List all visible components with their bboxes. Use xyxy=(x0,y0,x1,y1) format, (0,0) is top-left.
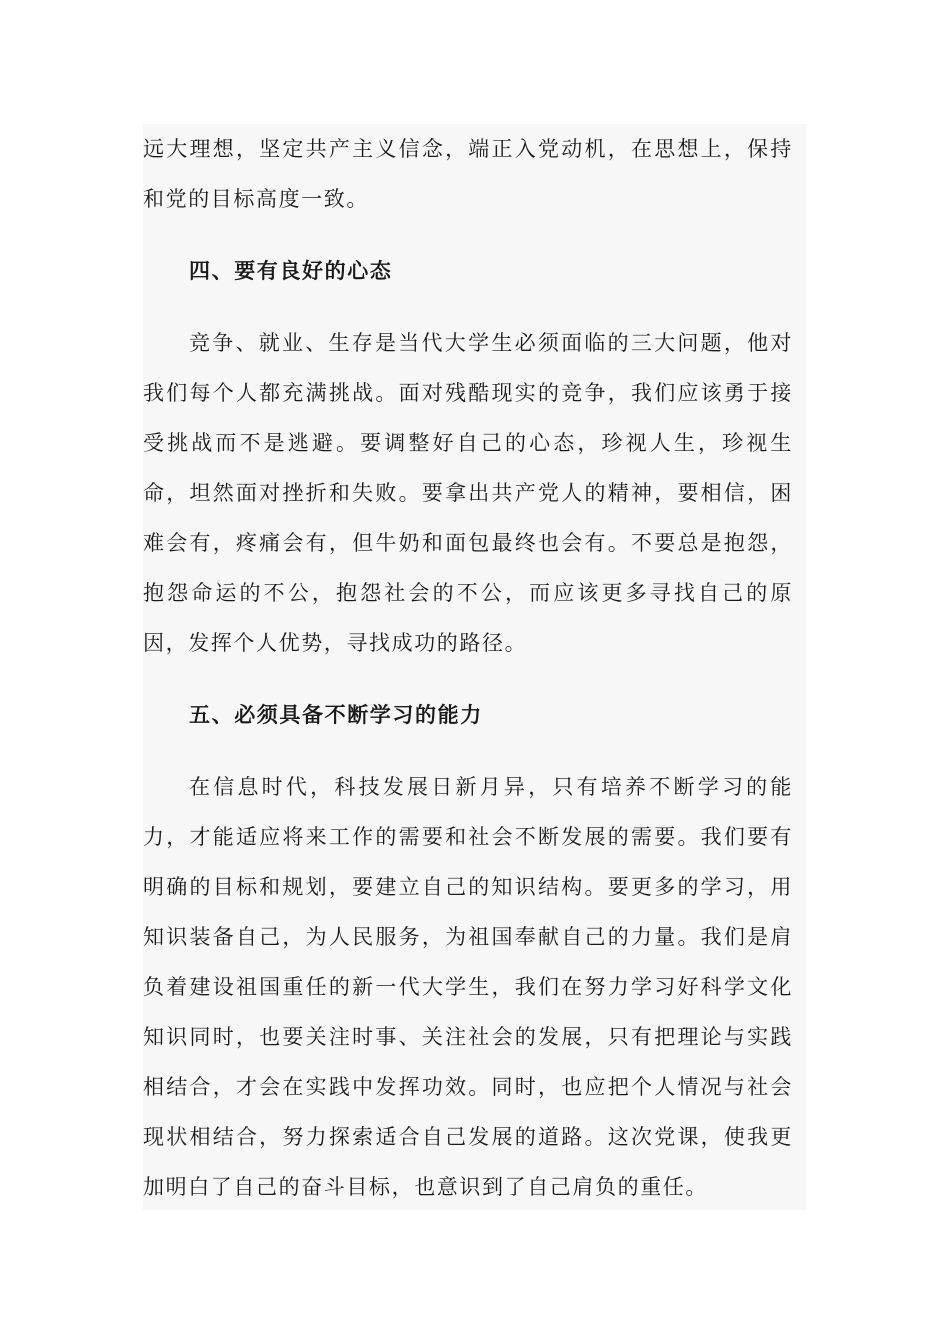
paragraph-ideals: 远大理想，坚定共产主义信念，端正入党动机，在思想上，保持和党的目标高度一致。 xyxy=(143,137,793,211)
paragraph-mindset: 竞争、就业、生存是当代大学生必须面临的三大问题，他对我们每个人都充满挑战。面对残酷现实的竞争，我们应该勇于接受挑战而不是逃避。要调整好自己的心态，珍视人生，珍视生命，坦然面对挫折和失败。要拿出共产党人的精神，要相信，困难会有，疼痛会有，但牛奶和面包最终也会有。不要总是抱怨，抱怨命运的不公，抱怨社会的不公，而应该更多寻找自己的原因，发挥个人优势，寻找成功的路径。 xyxy=(143,331,793,655)
spacer xyxy=(143,668,793,690)
spacer xyxy=(143,224,793,246)
paragraph-learning: 在信息时代，科技发展日新月异，只有培养不断学习的能力，才能适应将来工作的需要和社会不断发展的需要。我们要有明确的目标和规划，要建立自己的知识结构。要更多的学习，用知识装备自己，为人民服务，为祖国奉献自己的力量。我们是肩负着建设祖国重任的新一代大学生，我们在努力学习好科学文化知识同时，也要关注时事、关注社会的发展，只有把理论与实践相结合，才会在实践中发挥功效。同时，也应把个人情况与社会现状相结合，努力探索适合自己发展的道路。这次党课，使我更加明白了自己的奋斗目标，也意识到了自己肩负的重任。 xyxy=(143,775,793,1199)
spacer xyxy=(143,296,793,318)
spacer xyxy=(143,740,793,762)
section-heading-learning: 五、必须具备不断学习的能力 xyxy=(189,702,483,727)
section-heading-mindset: 四、要有良好的心态 xyxy=(189,258,393,283)
document-body xyxy=(143,124,793,1212)
